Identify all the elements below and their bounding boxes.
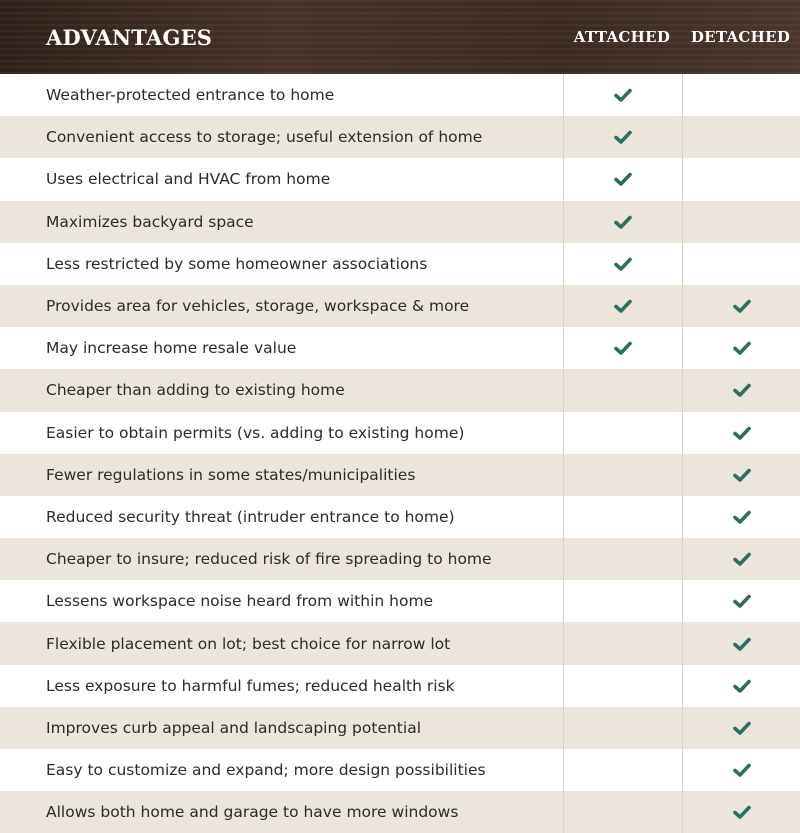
checkmark-icon [732,720,752,736]
advantage-label: Cheaper to insure; reduced risk of fire spreading to home [46,550,492,569]
attached-cell [563,496,682,538]
attached-cell [563,74,682,116]
attached-cell [563,665,682,707]
checkmark-icon [732,762,752,778]
table-row [0,496,800,538]
advantage-label: Improves curb appeal and landscaping potential [46,718,421,737]
checkmark-icon [732,636,752,652]
checkmark-icon [732,340,752,356]
checkmark-icon [732,804,752,820]
detached-cell [682,243,800,285]
table-row [0,791,800,833]
table-row [0,327,800,369]
detached-cell [682,369,800,411]
table-row [0,665,800,707]
detached-cell [682,285,800,327]
advantage-label: Provides area for vehicles, storage, workspace & more [46,297,470,316]
attached-cell [563,327,682,369]
checkmark-icon [732,678,752,694]
table-row [0,538,800,580]
checkmark-icon [613,129,633,145]
detached-cell [682,327,800,369]
advantage-label: May increase home resale value [46,339,297,358]
table-row [0,707,800,749]
table-row [0,369,800,411]
advantage-label: Less exposure to harmful fumes; reduced health risk [46,676,455,695]
advantage-label: Reduced security threat (intruder entrance to home) [46,507,455,526]
attached-cell [563,454,682,496]
advantage-label: Easy to customize and expand; more design possibilities [46,761,486,780]
table-row [0,622,800,664]
checkmark-icon [732,467,752,483]
detached-cell [682,622,800,664]
detached-cell [682,74,800,116]
advantage-label: Allows both home and garage to have more windows [46,803,459,822]
advantage-label: Maximizes backyard space [46,212,254,231]
attached-cell [563,538,682,580]
table-body [0,74,800,833]
table-row [0,201,800,243]
detached-cell [682,749,800,791]
detached-cell [682,158,800,200]
attached-cell [563,369,682,411]
detached-cell [682,665,800,707]
advantage-label: Cheaper than adding to existing home [46,381,345,400]
attached-cell [563,412,682,454]
attached-cell [563,116,682,158]
checkmark-icon [613,298,633,314]
detached-cell [682,791,800,833]
detached-cell [682,201,800,243]
advantage-label: Easier to obtain permits (vs. adding to existing home) [46,423,465,442]
attached-cell [563,707,682,749]
table-row [0,454,800,496]
checkmark-icon [613,256,633,272]
advantage-label: Uses electrical and HVAC from home [46,170,331,189]
attached-cell [563,158,682,200]
checkmark-icon [732,298,752,314]
attached-column-header: ATTACHED [573,28,671,46]
attached-cell [563,622,682,664]
table-row [0,285,800,327]
advantage-label: Fewer regulations in some states/municipalities [46,465,416,484]
table-row [0,580,800,622]
detached-cell [682,538,800,580]
detached-cell [682,116,800,158]
table-row [0,158,800,200]
advantage-label: Lessens workspace noise heard from within home [46,592,434,611]
table-row [0,74,800,116]
checkmark-icon [732,382,752,398]
advantage-label: Convenient access to storage; useful extension of home [46,128,483,147]
attached-cell [563,749,682,791]
advantage-label: Flexible placement on lot; best choice for narrow lot [46,634,451,653]
attached-cell [563,285,682,327]
checkmark-icon [613,214,633,230]
detached-cell [682,412,800,454]
attached-cell [563,243,682,285]
advantages-heading: ADVANTAGES [46,24,213,50]
detached-cell [682,580,800,622]
attached-cell [563,791,682,833]
detached-cell [682,454,800,496]
table-header [0,0,800,74]
advantage-label: Less restricted by some homeowner associations [46,254,428,273]
checkmark-icon [613,171,633,187]
table-row [0,116,800,158]
checkmark-icon [732,593,752,609]
table-row [0,243,800,285]
attached-cell [563,201,682,243]
checkmark-icon [613,340,633,356]
checkmark-icon [613,87,633,103]
detached-cell [682,707,800,749]
checkmark-icon [732,509,752,525]
table-row [0,412,800,454]
checkmark-icon [732,425,752,441]
advantage-label: Weather-protected entrance to home [46,86,335,105]
checkmark-icon [732,551,752,567]
detached-column-header: DETACHED [690,28,791,46]
detached-cell [682,496,800,538]
attached-cell [563,580,682,622]
table-row [0,749,800,791]
